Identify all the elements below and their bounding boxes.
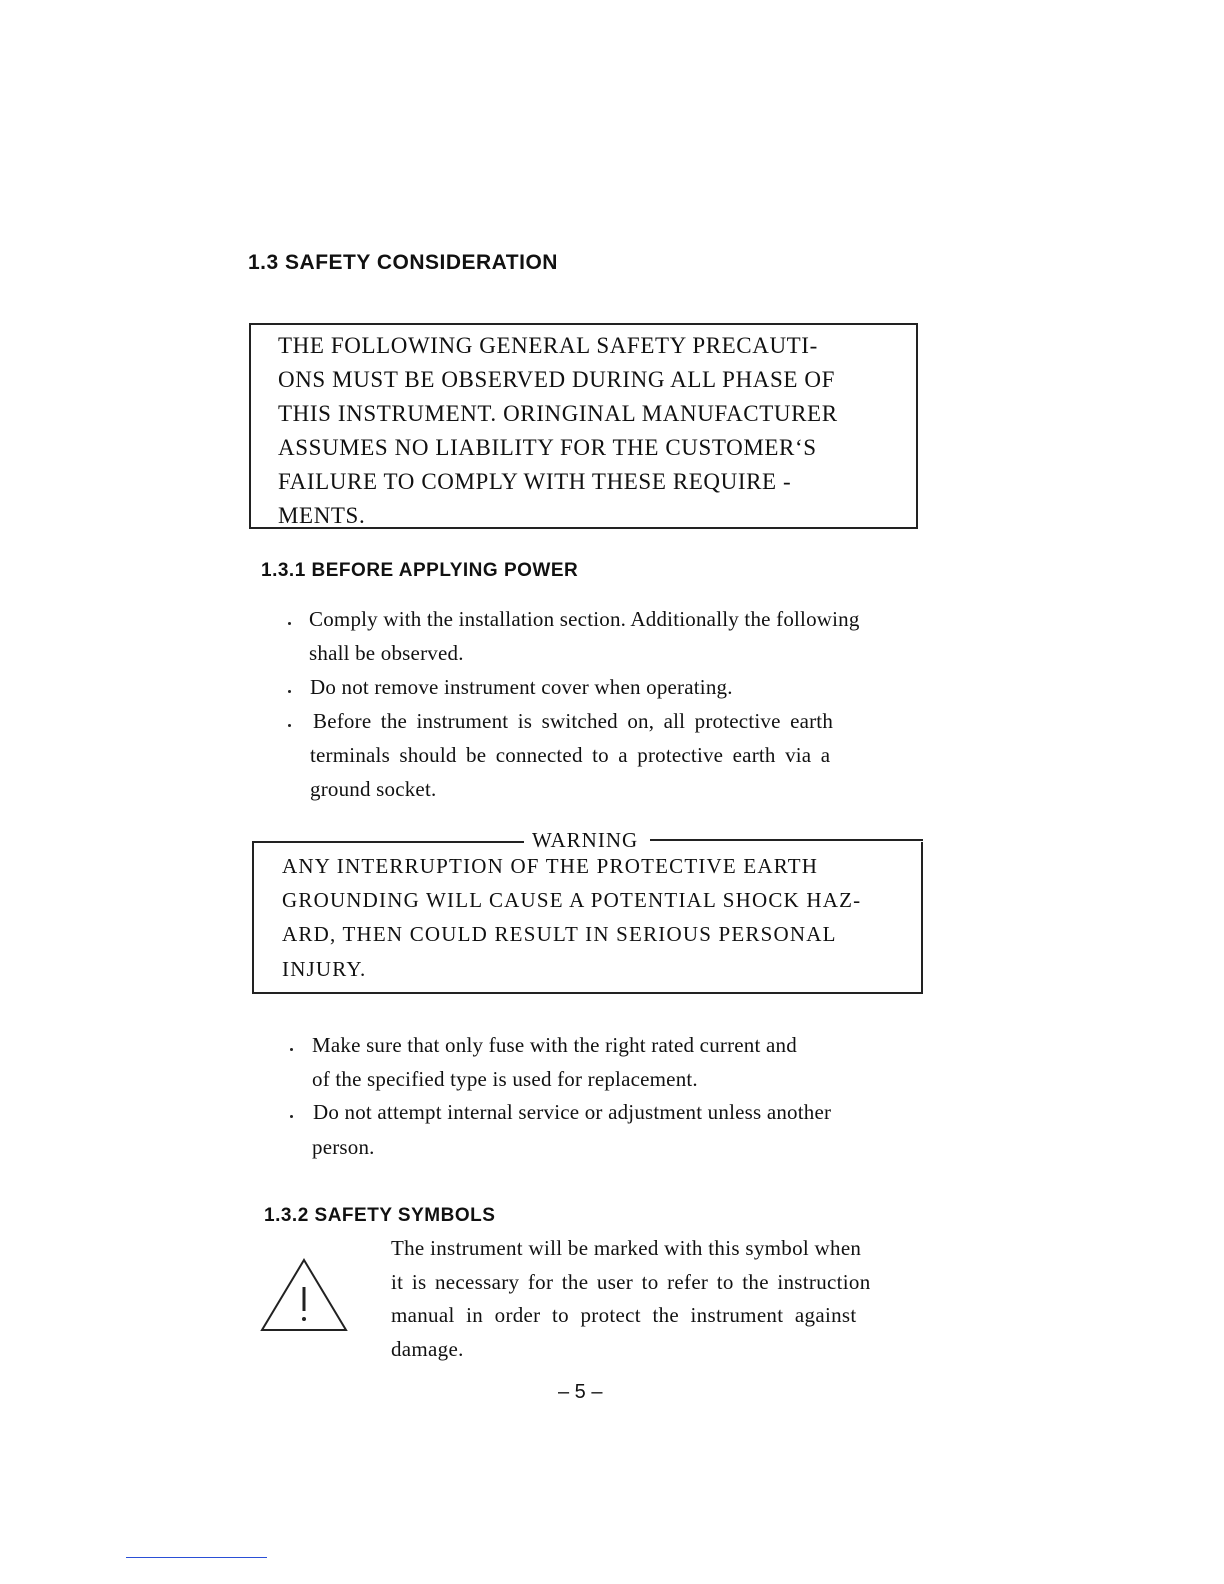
bullet-line: Make sure that only fuse with the right rated current and (312, 1033, 797, 1057)
bullet-line: Before the instrument is switched on, all protective earth (313, 709, 834, 733)
warning-box (252, 842, 923, 994)
warning-label: WARNING (532, 828, 639, 852)
bullet-line: of the specified type is used for replacement. (312, 1067, 698, 1091)
bullet-line: Do not attempt internal service or adjustment unless another (313, 1100, 832, 1124)
warning-line: GROUNDING WILL CAUSE A POTENTIAL SHOCK HAZ- (282, 888, 862, 912)
footer-rule (126, 1557, 267, 1558)
subsection-title-before-power: 1.3.1 BEFORE APPLYING POWER (261, 560, 579, 581)
bullet-line: person. (312, 1135, 375, 1159)
bullet-dot (290, 1115, 293, 1118)
section-title: 1.3 SAFETY CONSIDERATION (248, 251, 558, 274)
safety-notice-box (249, 323, 918, 529)
notice-line: THIS INSTRUMENT. ORINGINAL MANUFACTURER (278, 401, 838, 426)
notice-line: ASSUMES NO LIABILITY FOR THE CUSTOMER‘S (278, 435, 817, 460)
symbol-text-line: The instrument will be marked with this symbol when (391, 1236, 862, 1260)
bullet-line: shall be observed. (309, 641, 464, 665)
warning-line: ANY INTERRUPTION OF THE PROTECTIVE EARTH (282, 854, 819, 878)
warning-rule-right (650, 839, 923, 841)
warning-line: ARD, THEN COULD RESULT IN SERIOUS PERSONAL (282, 922, 837, 946)
notice-line: FAILURE TO COMPLY WITH THESE REQUIRE - (278, 469, 792, 494)
symbol-text-line: damage. (391, 1337, 464, 1361)
notice-line: THE FOLLOWING GENERAL SAFETY PRECAUTI- (278, 333, 818, 358)
page-number: – 5 – (558, 1381, 603, 1403)
bullet-line: Comply with the installation section. Additionally the following (309, 607, 860, 631)
bullet-line: Do not remove instrument cover when operating. (310, 675, 733, 699)
bullet-dot (290, 1048, 293, 1051)
warning-line: INJURY. (282, 957, 367, 981)
notice-line: ONS MUST BE OBSERVED DURING ALL PHASE OF (278, 367, 835, 392)
caution-triangle-exclamation-icon (259, 1257, 349, 1335)
bullet-dot (288, 690, 291, 693)
bullet-line: terminals should be connected to a protective earth via a (310, 743, 831, 767)
subsection-title-safety-symbols: 1.3.2 SAFETY SYMBOLS (264, 1205, 496, 1226)
bullet-line: ground socket. (310, 777, 437, 801)
symbol-text-line: it is necessary for the user to refer to the instruction (391, 1270, 871, 1294)
symbol-text-line: manual in order to protect the instrument against (391, 1303, 857, 1327)
notice-line: MENTS. (278, 503, 366, 528)
bullet-dot (288, 622, 291, 625)
bullet-dot (288, 724, 291, 727)
